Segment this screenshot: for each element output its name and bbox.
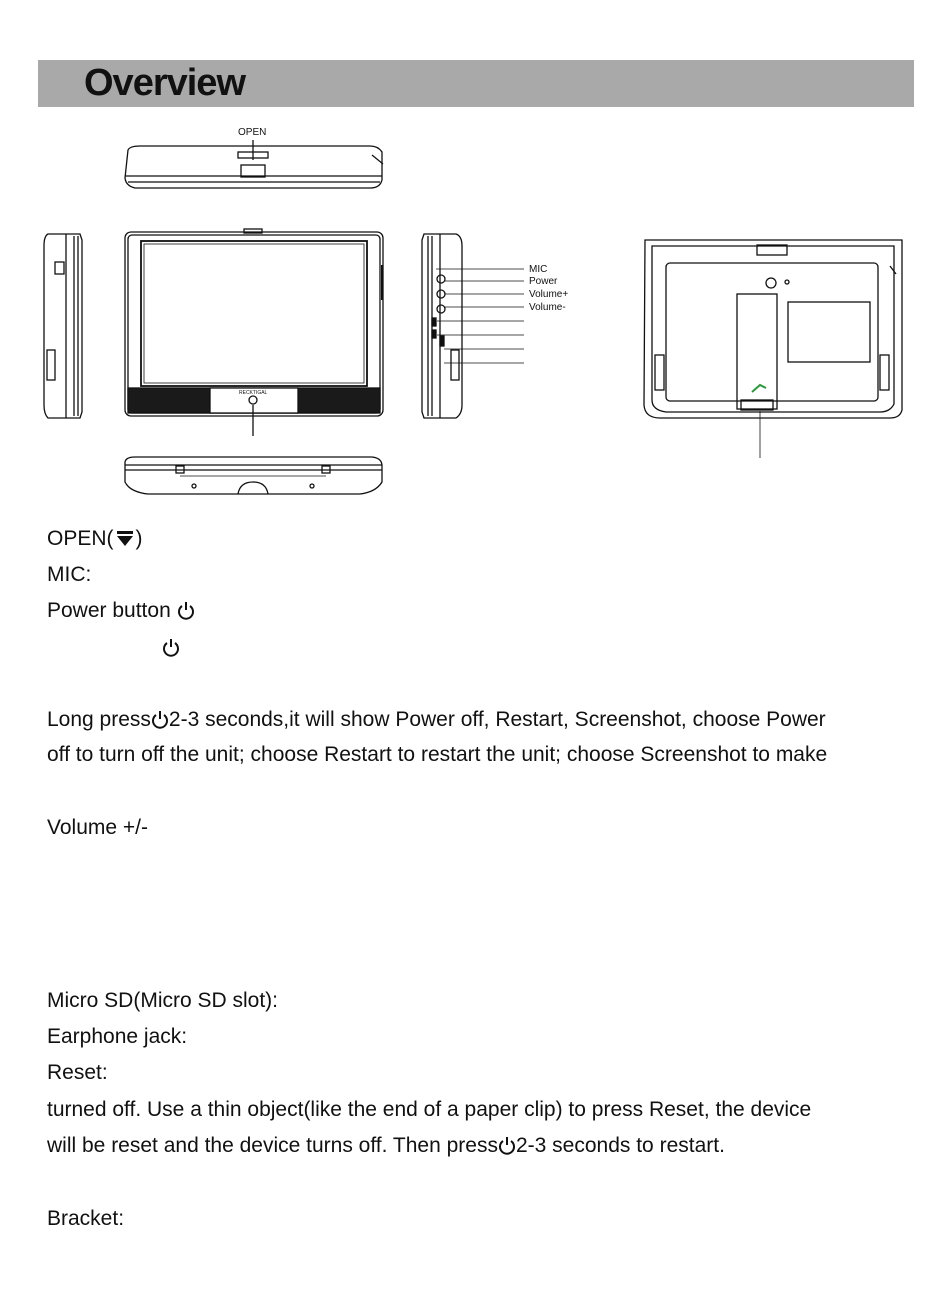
callout-volume-minus: Volume- (529, 302, 566, 313)
power-icon-line (162, 635, 180, 661)
open-label-text: OPEN( (47, 527, 114, 550)
reset-desc-line-1: turned off. Use a thin object(like the end of a paper clip) to press Reset, the device (47, 1098, 812, 1121)
micro-sd-line: Micro SD(Micro SD slot): (47, 989, 279, 1012)
reset-desc-text-1: will be reset and the device turns off. Then press (47, 1134, 498, 1157)
open-close-paren: ) (135, 527, 143, 550)
power-icon (162, 637, 180, 657)
reset-desc-line-2 (47, 1133, 725, 1159)
long-press-line-1 (47, 707, 826, 733)
bottom-view-diagram (125, 457, 382, 494)
callout-power: Power (529, 276, 558, 287)
callout-volume-plus: Volume+ (529, 289, 569, 300)
open-line (47, 526, 143, 552)
front-view-diagram (125, 229, 383, 436)
volume-line: Volume +/- (47, 816, 148, 839)
page-title: Overview (84, 62, 245, 104)
open-label: OPEN (238, 127, 267, 138)
top-view-diagram (125, 127, 383, 188)
long-press-label: Long press (47, 708, 151, 731)
power-icon (498, 1135, 516, 1155)
power-button-label: Power button (47, 599, 171, 622)
device-diagrams (0, 0, 950, 520)
reset-desc-text-2: 2-3 seconds to restart. (515, 1134, 725, 1157)
reset-line: Reset: (47, 1061, 108, 1084)
brand-label: RECKTIGAL (239, 390, 268, 396)
power-button-line (47, 598, 195, 624)
long-press-line-2: off to turn off the unit; choose Restart to restart the unit; choose Screenshot to make (47, 743, 828, 766)
left-side-view-diagram (44, 234, 82, 418)
mic-line: MIC: (47, 563, 92, 586)
bracket-line: Bracket: (47, 1207, 125, 1230)
long-press-text: 2-3 seconds,it will show Power off, Restart, Screenshot, choose Power (168, 708, 826, 731)
earphone-line: Earphone jack: (47, 1025, 188, 1048)
open-triangle-icon (114, 528, 136, 548)
power-icon (151, 709, 169, 729)
right-side-view-diagram (422, 234, 568, 418)
power-icon (177, 600, 195, 620)
back-view-diagram (644, 240, 902, 458)
callout-mic: MIC (529, 264, 548, 275)
